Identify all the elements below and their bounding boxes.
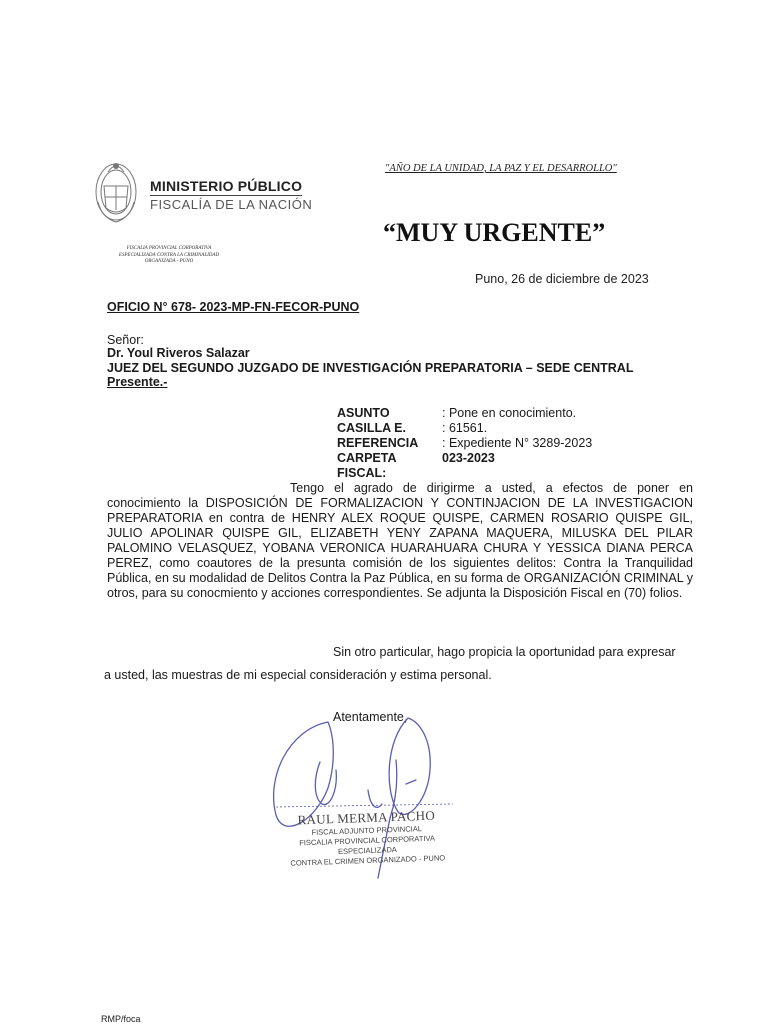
metadata-value: : 61561.	[442, 421, 488, 435]
closing-line-continued: a usted, las muestras de mi especial consideración y estima personal.	[104, 668, 492, 682]
typist-initials: RMP/foca	[101, 1014, 141, 1024]
institution-logo-text	[150, 178, 312, 212]
signature-stamp	[271, 807, 463, 870]
closing-line: Sin otro particular, hago propicia la oportunidad para expresar	[333, 645, 676, 659]
metadata-value: : Expediente N° 3289-2023	[442, 436, 593, 450]
metadata-value: : Pone en conocimiento.	[442, 406, 577, 420]
recipient-position: JUEZ DEL SEGUNDO JUZGADO DE INVESTIGACIÓN PREPARATORIA – SEDE CENTRAL	[107, 361, 634, 375]
priority-heading: “MUY URGENTE”	[383, 218, 606, 247]
recipient-presente: Presente.-	[107, 375, 168, 389]
recipient-name: Dr. Youl Riveros Salazar	[107, 346, 250, 360]
metadata-key: REFERENCIA	[337, 436, 419, 450]
issuing-office-line: FISCALIA PROVINCIAL CORPORATIVA	[126, 246, 212, 251]
year-motto: "AÑO DE LA UNIDAD, LA PAZ Y EL DESARROLLO"	[385, 163, 617, 174]
institution-name: MINISTERIO PÚBLICO	[150, 178, 303, 194]
metadata-value: 023-2023	[442, 451, 495, 465]
document-reference-number: OFICIO N° 678- 2023-MP-FN-FECOR-PUNO	[107, 300, 360, 314]
metadata-row	[337, 451, 592, 481]
document-metadata	[337, 406, 592, 481]
national-seal-icon	[92, 152, 140, 228]
signatory-office: FISCALIA PROVINCIAL CORPORATIVA ESPECIALIZADA	[299, 833, 436, 857]
recipient-salutation: Señor:	[107, 333, 144, 347]
institution-subtitle: FISCALÍA DE LA NACIÓN	[150, 197, 313, 212]
metadata-row	[337, 436, 592, 451]
metadata-key: CASILLA E.	[337, 421, 406, 435]
metadata-row	[337, 406, 592, 421]
place-date: Puno, 26 de diciembre de 2023	[475, 272, 649, 286]
metadata-key: CARPETA FISCAL:	[337, 451, 397, 480]
issuing-office-line: ESPECIALIZADA CONTRA LA CRIMINALIDAD	[118, 252, 220, 258]
metadata-row	[337, 421, 592, 436]
signatory-name: RAUL MERMA PACHO	[297, 807, 436, 828]
logo-rule	[150, 195, 302, 196]
issuing-office	[96, 246, 242, 266]
signatory-title: FISCAL ADJUNTO PROVINCIAL	[311, 824, 423, 837]
body-paragraph: Tengo el agrado de dirigirme a usted, a efectos de poner en conocimiento la DISPOSICIÓN DE FORMALIZACION Y CONTINJACION DE LA INVESTIGACION PREPARATORIA en contra de HENRY ALEX ROQUE QUISPE, CARMEN ROSARIO QUISPE GIL, JULIO APOLINAR QUISPE GIL, ELIZABETH YENY ZAPANA MAQUERA, MILUSKA DEL PILAR PALOMINO VELASQUEZ, YOBANA VERONICA HUARAHUARA CHURA Y YESSICA DIANA PERCA PEREZ, como coautores de la presunta comisión de los siguientes delitos: Contra la Tranquilidad Pública, en su modalidad de Delitos Contra la Paz Pública, en su forma de ORGANIZACIÓN CRIMINAL y otros, para su conocmiento y acciones correspondientes. Se adjunta la Disposición Fiscal en (70) folios.	[107, 481, 693, 600]
issuing-office-line: ORGANIZADA - PUNO	[144, 259, 194, 264]
signatory-office: CONTRA EL CRIMEN ORGANIZADO - PUNO	[290, 853, 446, 868]
metadata-key: ASUNTO	[337, 406, 390, 420]
farewell: Atentamente,	[333, 710, 408, 724]
